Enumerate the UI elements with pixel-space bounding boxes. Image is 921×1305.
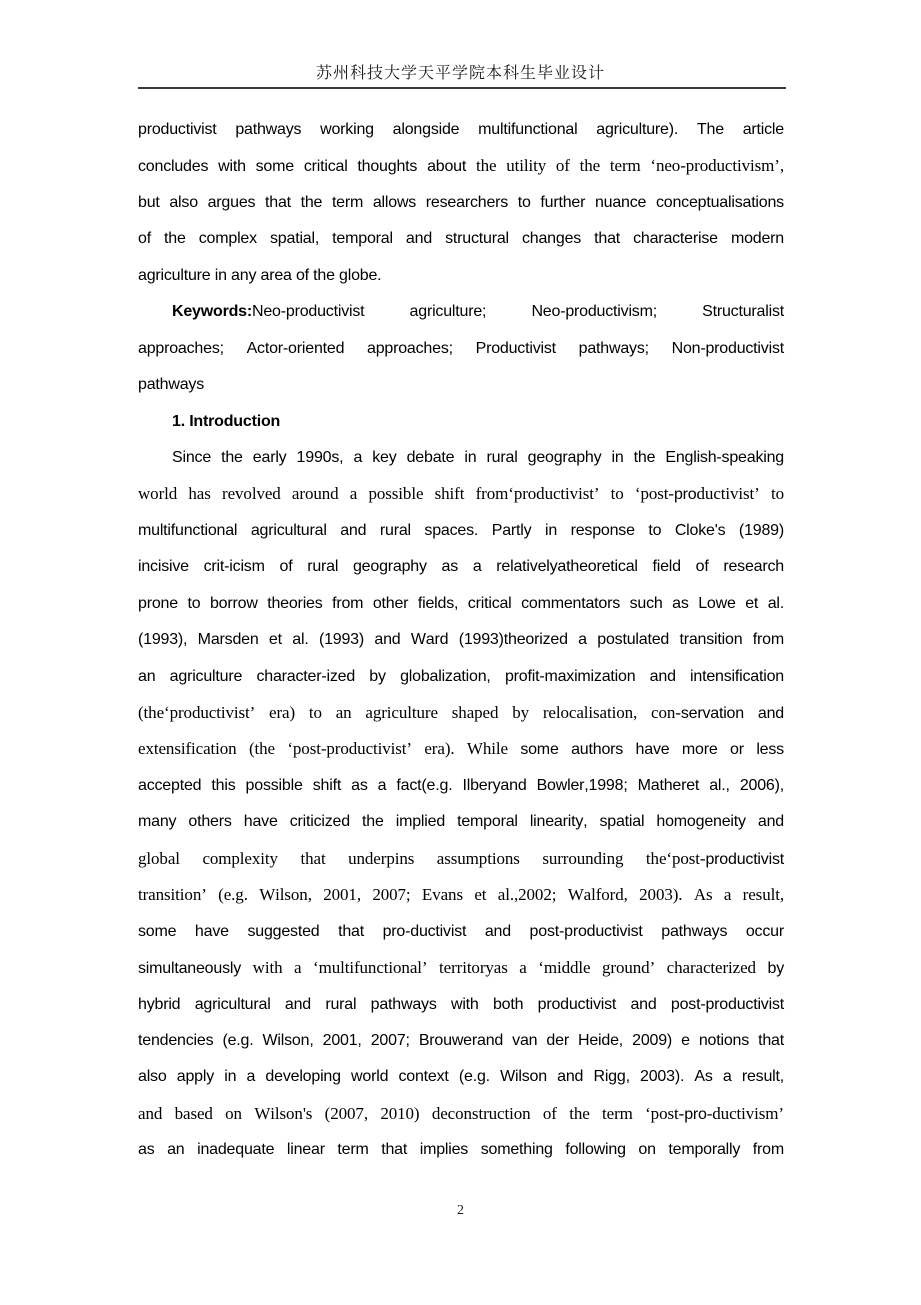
text-line: [138, 622, 784, 658]
document-body: [138, 112, 784, 1169]
text-line: [138, 804, 784, 840]
text-line: [138, 476, 784, 512]
text-run: (the‘productivist’ era) to an agriculture shaped by relocalisation, con-: [138, 703, 681, 722]
text-run: extensification (the ‘post-productivist’ era). While: [138, 739, 521, 759]
text-line: [138, 367, 784, 403]
text-run: pro: [684, 1105, 707, 1123]
text-run: with a ‘multifunctional’ territoryas a ‘middle ground’ characterized: [252, 958, 768, 978]
text-line: [138, 112, 784, 148]
text-line: [138, 1023, 784, 1059]
text-run: pathways: [138, 376, 204, 394]
text-line: [138, 258, 784, 294]
text-run: transition’ (e.g. Wilson, 2001, 2007; Evans et al.,2002; Walford, 2003). As a result,: [138, 885, 784, 905]
text-run: simultaneously: [138, 960, 253, 978]
page-number: 2: [457, 1203, 464, 1218]
text-run: incisive crit-icism of rural geography as a relativelyatheoretical field of research: [138, 558, 784, 576]
text-run: some authors have more or less: [520, 741, 784, 759]
text-line: [138, 513, 784, 549]
text-line: [138, 294, 784, 330]
text-run: hybrid agricultural and rural pathways with both productivist and post-productivist: [138, 995, 784, 1013]
text-run: multifunctional agricultural and rural spaces. Partly in response to Cloke's (1989): [138, 521, 784, 539]
text-line: [138, 659, 784, 695]
page-header-title: 苏州科技大学天平学院本科生毕业设计: [315, 65, 605, 82]
text-line: [138, 1132, 784, 1168]
text-run: of the complex spatial, temporal and structural changes that characterise modern: [138, 230, 784, 248]
text-run: an agriculture character-ized by globalization, profit-maximization and intensification: [138, 667, 784, 685]
text-run: some have suggested that pro-ductivist and post-productivist pathways occur: [138, 922, 784, 940]
text-line: [138, 1096, 784, 1132]
text-line: [138, 950, 784, 986]
text-run: servation and: [680, 705, 784, 722]
text-run: pro: [673, 486, 697, 504]
text-run: tendencies (e.g. Wilson, 2001, 2007; Brouwerand van der Heide, 2009) e notions that: [138, 1031, 784, 1049]
text-line: [138, 586, 784, 622]
text-run: -ductivism’: [706, 1103, 784, 1123]
text-line: [138, 731, 784, 767]
text-line: [138, 768, 784, 804]
text-run: world has revolved around a possible shift from‘productivist’ to ‘post-: [138, 484, 674, 504]
text-run: many others have criticized the implied temporal linearity, spatial homogeneity and: [138, 813, 784, 831]
text-run: ductivist’ to: [696, 484, 784, 504]
text-run: and based on Wilson's (2007, 2010) deconstruction of the term ‘post-: [138, 1103, 685, 1123]
text-run: the utility of the term ‘neo-productivism’,: [475, 156, 784, 176]
text-run: also apply in a developing world context (e.g. Wilson and Rigg, 2003). As a result,: [138, 1068, 784, 1086]
text-run: as an inadequate linear term that implies something following on temporally from: [138, 1141, 784, 1159]
text-run: accepted this possible shift as a fact(e.g. Ilberyand Bowler,1998; Matheret al., 2006),: [138, 776, 784, 794]
text-line: [138, 440, 784, 476]
text-line: [138, 185, 784, 221]
text-run: global complexity that underpins assumptions surrounding the‘post-: [138, 848, 706, 868]
text-run: Neo-productivist agriculture; Neo-productivism; Structuralist: [252, 303, 784, 321]
text-run: by: [767, 960, 784, 978]
text-line: [138, 1059, 784, 1095]
text-line: [138, 877, 784, 913]
text-run: Since the early 1990s, a key debate in rural geography in the English-speaking: [172, 448, 784, 466]
text-line: [138, 841, 784, 877]
text-line: [138, 914, 784, 950]
text-line: [138, 221, 784, 257]
text-run: prone to borrow theories from other fields, critical commentators such as Lowe et al.: [138, 594, 784, 612]
text-run: but also argues that the term allows researchers to further nuance conceptualisations: [138, 193, 784, 211]
text-run: approaches; Actor-oriented approaches; Productivist pathways; Non-productivist: [138, 339, 784, 357]
text-line: [138, 148, 784, 184]
text-run: productivist: [705, 850, 784, 868]
text-line: [138, 987, 784, 1023]
text-line: [138, 331, 784, 367]
text-line: [138, 549, 784, 585]
text-line: [138, 695, 784, 731]
text-run: 1. Introduction: [172, 412, 281, 430]
text-run: productivist pathways working alongside multifunctional agriculture). The article: [138, 121, 784, 138]
section-heading: [138, 404, 784, 440]
text-run: (1993), Marsden et al. (1993) and Ward (1993)theorized a postulated transition from: [138, 631, 784, 649]
text-run: Keywords:: [172, 303, 252, 321]
text-run: concludes with some critical thoughts about: [138, 158, 476, 176]
header-divider-line: [138, 87, 786, 89]
text-run: agriculture in any area of the globe.: [138, 266, 382, 284]
